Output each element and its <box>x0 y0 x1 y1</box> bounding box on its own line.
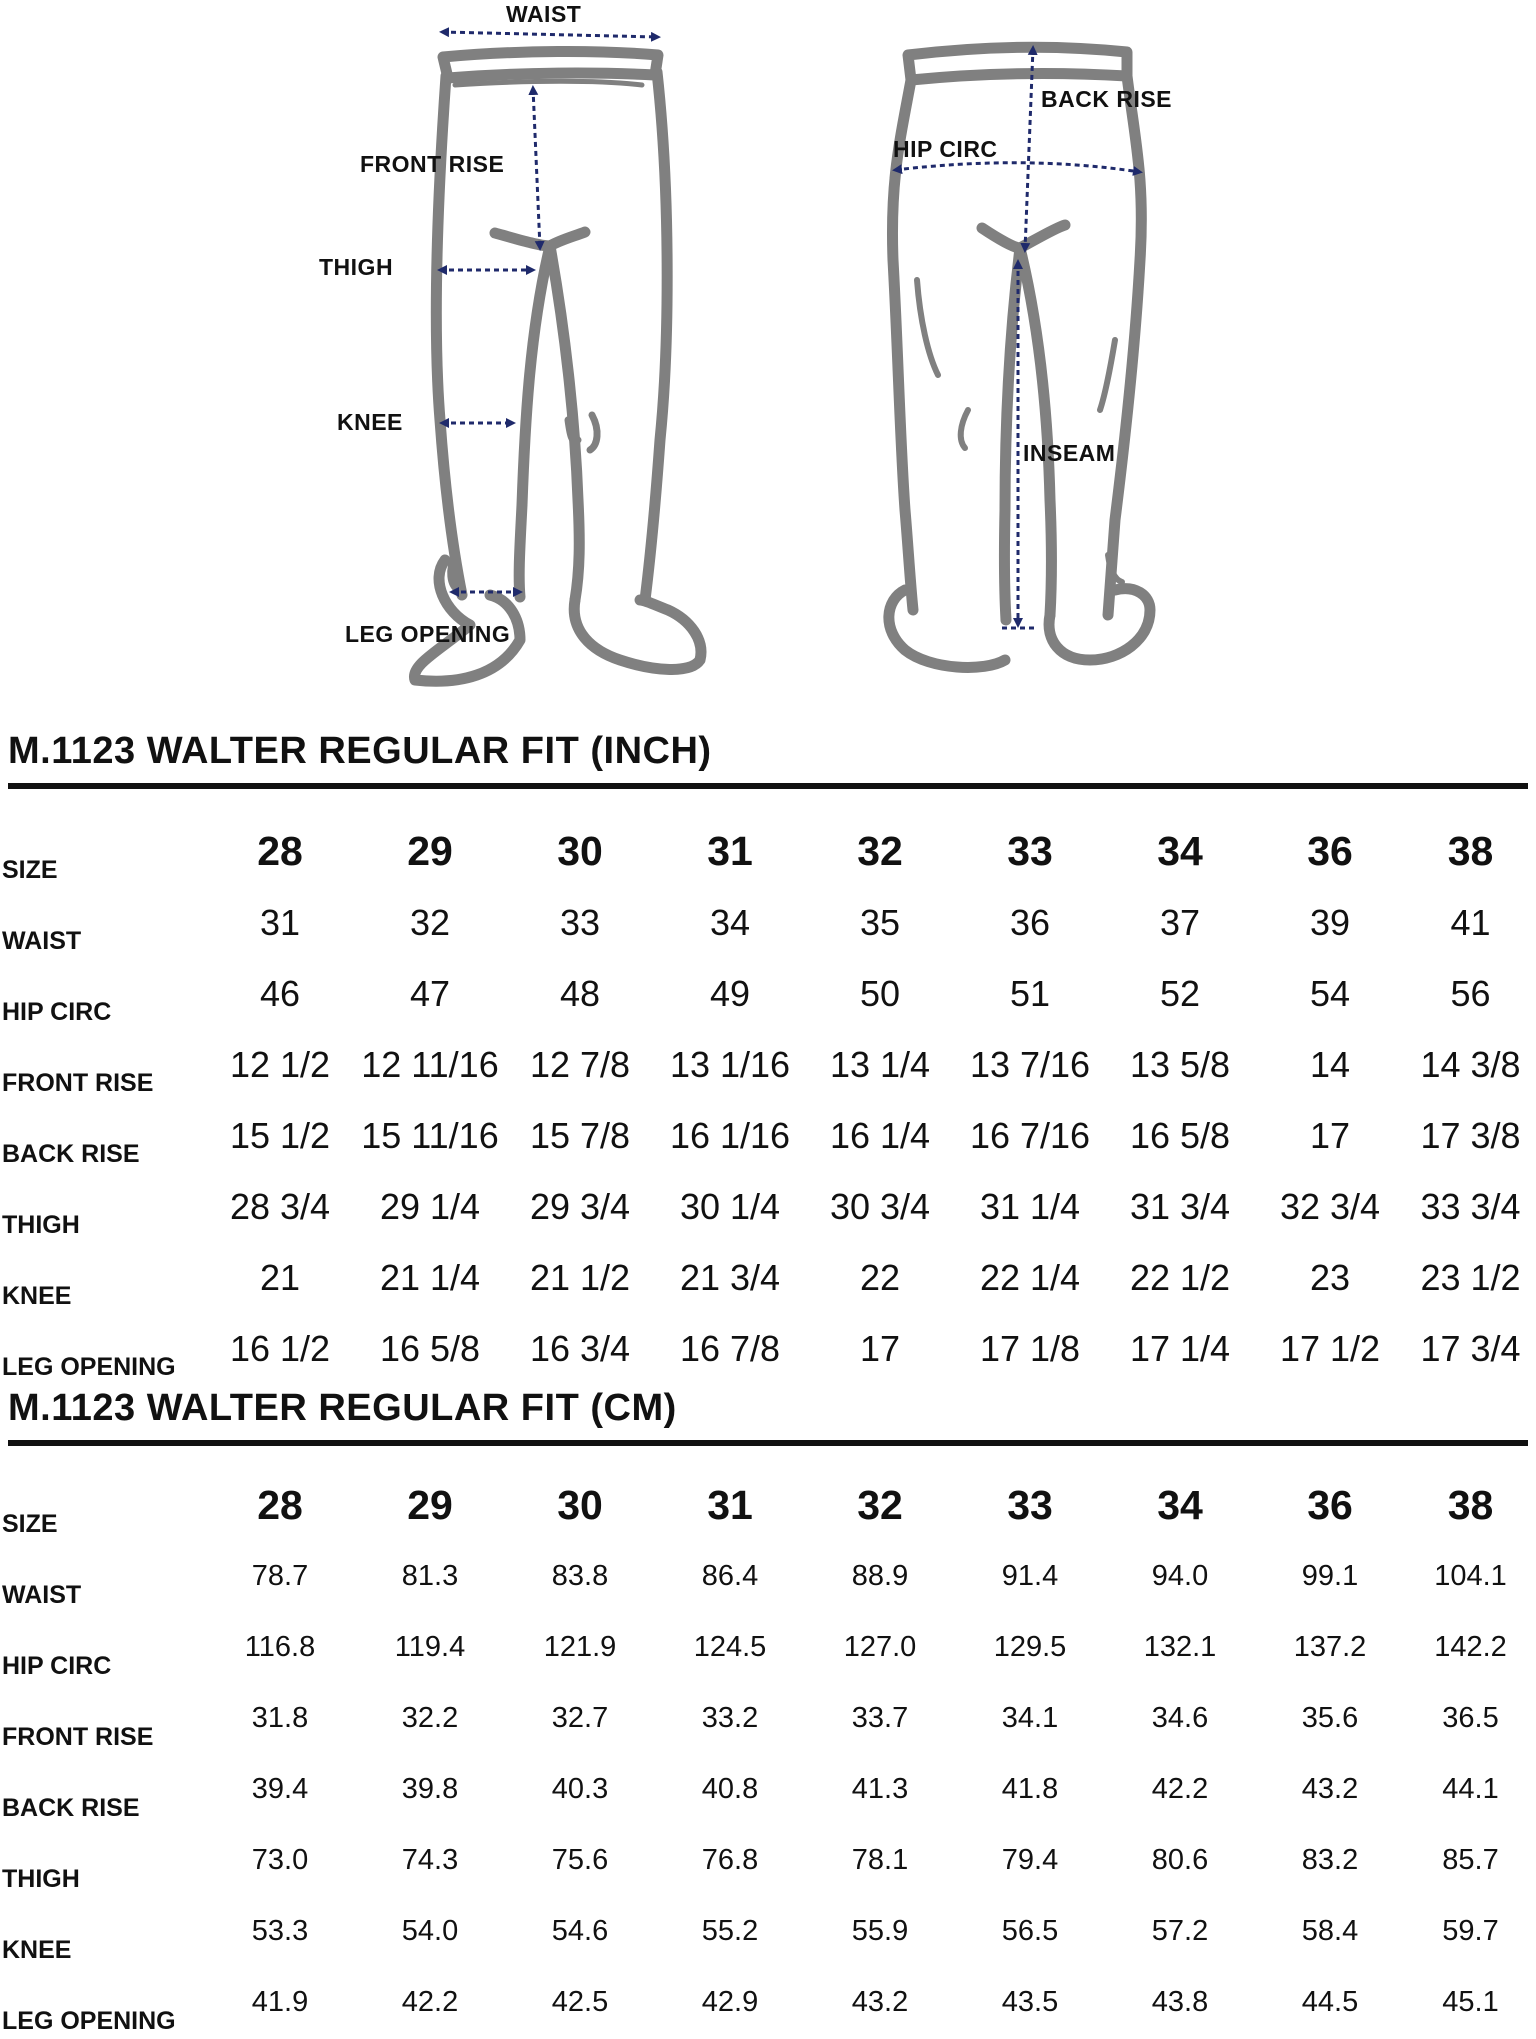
inch-title-rule <box>8 783 1528 789</box>
table-cell: 35.6 <box>1301 1702 1359 1734</box>
table-cell: 74.3 <box>401 1844 459 1876</box>
inseam-label: INSEAM <box>1023 440 1116 466</box>
table-cell: 16 7/16 <box>969 1114 1091 1156</box>
table-cell: 37 <box>1159 901 1201 943</box>
front-rise-label: FRONT RISE <box>360 151 505 177</box>
size-header-row <box>0 816 1536 887</box>
table-cell: 44.1 <box>1442 1773 1499 1805</box>
table-row <box>0 1754 1536 1825</box>
table-cell: 36.5 <box>1442 1702 1499 1734</box>
table-cell: 31 <box>259 901 301 943</box>
row-label: FRONT RISE <box>2 1069 154 1097</box>
table-cell: 56 <box>1450 972 1491 1014</box>
table-row <box>0 958 1536 1029</box>
knee-label: KNEE <box>337 409 403 435</box>
table-row <box>0 1100 1536 1171</box>
table-cell: 17 <box>859 1327 901 1369</box>
table-cell: 16 5/8 <box>1129 1114 1231 1156</box>
size-cell: 36 <box>1307 1482 1353 1528</box>
table-cell: 31 3/4 <box>1129 1185 1231 1227</box>
table-cell: 13 7/16 <box>969 1043 1091 1085</box>
leg-opening-label: LEG OPENING <box>345 621 511 647</box>
table-cell: 42.2 <box>401 1986 459 2018</box>
table-cell: 49 <box>709 972 751 1014</box>
row-label: LEG OPENING <box>2 2007 176 2035</box>
table-cell: 94.0 <box>1151 1560 1209 1592</box>
table-cell: 91.4 <box>1001 1560 1059 1592</box>
table-cell: 41.9 <box>251 1986 309 2018</box>
table-cell: 34.1 <box>1001 1702 1059 1734</box>
table-cell: 50 <box>859 972 901 1014</box>
table-cell: 21 3/4 <box>679 1256 781 1298</box>
table-cell: 47 <box>409 972 451 1014</box>
pants-measurement-diagram <box>0 0 1536 700</box>
table-cell: 12 7/8 <box>529 1043 631 1085</box>
table-row <box>0 1313 1536 1384</box>
table-cell: 48 <box>559 972 601 1014</box>
table-cell: 78.7 <box>251 1560 309 1592</box>
waist-label: WAIST <box>506 1 582 27</box>
table-cell: 16 3/4 <box>529 1327 631 1369</box>
table-cell: 127.0 <box>843 1631 917 1663</box>
table-cell: 51 <box>1009 972 1051 1014</box>
table-cell: 22 1/4 <box>979 1256 1081 1298</box>
size-cell: 29 <box>407 1482 453 1528</box>
table-cell: 31.8 <box>251 1702 309 1734</box>
table-cell: 104.1 <box>1434 1560 1507 1592</box>
table-cell: 121.9 <box>543 1631 617 1663</box>
table-cell: 56.5 <box>1001 1915 1059 1947</box>
table-cell: 41 <box>1450 901 1491 943</box>
size-cell: 30 <box>557 1482 603 1528</box>
table-row <box>0 1541 1536 1612</box>
row-label: BACK RISE <box>2 1140 140 1168</box>
table-cell: 42.9 <box>701 1986 759 2018</box>
size-cell: 31 <box>707 828 753 874</box>
table-cell: 78.1 <box>851 1844 909 1876</box>
table-cell: 44.5 <box>1301 1986 1359 2018</box>
table-cell: 119.4 <box>394 1631 466 1663</box>
table-cell: 58.4 <box>1301 1915 1359 1947</box>
table-cell: 43.5 <box>1001 1986 1059 2018</box>
size-cell: 33 <box>1007 828 1053 874</box>
table-cell: 45.1 <box>1442 1986 1499 2018</box>
cm-measurements-table <box>0 1470 1536 2038</box>
row-label: KNEE <box>2 1282 72 1310</box>
thigh-label: THIGH <box>319 254 394 280</box>
table-cell: 42.2 <box>1151 1773 1209 1805</box>
table-cell: 35 <box>859 901 901 943</box>
table-cell: 30 1/4 <box>679 1185 781 1227</box>
hip-circ-label: HIP CIRC <box>893 136 998 162</box>
table-cell: 17 1/4 <box>1129 1327 1231 1369</box>
table-cell: 124.5 <box>693 1631 767 1663</box>
table-cell: 86.4 <box>701 1560 759 1592</box>
table-cell: 54.6 <box>551 1915 609 1947</box>
table-cell: 13 1/16 <box>669 1043 791 1085</box>
table-cell: 17 1/8 <box>979 1327 1081 1369</box>
table-cell: 55.2 <box>701 1915 759 1947</box>
back-rise-label: BACK RISE <box>1041 86 1173 112</box>
table-cell: 32 3/4 <box>1279 1185 1381 1227</box>
table-cell: 57.2 <box>1151 1915 1209 1947</box>
row-label: LEG OPENING <box>2 1353 176 1381</box>
table-cell: 12 11/16 <box>361 1043 499 1085</box>
table-cell: 17 3/4 <box>1420 1327 1521 1369</box>
table-cell: 132.1 <box>1143 1631 1217 1663</box>
size-cell: 28 <box>257 828 303 874</box>
table-row <box>0 1242 1536 1313</box>
table-cell: 28 3/4 <box>229 1185 331 1227</box>
table-cell: 39 <box>1309 901 1351 943</box>
table-cell: 33.7 <box>851 1702 909 1734</box>
table-row <box>0 1825 1536 1896</box>
table-cell: 39.4 <box>251 1773 309 1805</box>
table-cell: 17 1/2 <box>1279 1327 1381 1369</box>
row-label: HIP CIRC <box>2 998 112 1026</box>
table-cell: 30 3/4 <box>829 1185 931 1227</box>
row-label: BACK RISE <box>2 1794 140 1822</box>
table-cell: 73.0 <box>251 1844 309 1876</box>
table-cell: 34.6 <box>1151 1702 1209 1734</box>
size-cell: 32 <box>857 828 903 874</box>
table-cell: 137.2 <box>1293 1631 1367 1663</box>
table-cell: 42.5 <box>551 1986 609 2018</box>
size-cell: 38 <box>1447 1482 1494 1528</box>
table-cell: 55.9 <box>851 1915 909 1947</box>
table-cell: 41.8 <box>1001 1773 1059 1805</box>
table-cell: 21 1/4 <box>379 1256 481 1298</box>
table-cell: 116.8 <box>244 1631 316 1663</box>
table-cell: 33.2 <box>701 1702 759 1734</box>
table-row <box>0 1896 1536 1967</box>
table-cell: 16 1/16 <box>669 1114 791 1156</box>
row-label: WAIST <box>2 1581 82 1609</box>
row-label: KNEE <box>2 1936 72 1964</box>
table-cell: 13 1/4 <box>829 1043 931 1085</box>
inch-table-title: M.1123 WALTER REGULAR FIT (INCH) <box>8 730 712 772</box>
table-cell: 31 1/4 <box>979 1185 1081 1227</box>
table-cell: 41.3 <box>851 1773 909 1805</box>
table-cell: 34 <box>709 901 751 943</box>
size-cell: 38 <box>1447 828 1494 874</box>
table-cell: 36 <box>1009 901 1051 943</box>
table-cell: 23 <box>1309 1256 1351 1298</box>
table-cell: 142.2 <box>1434 1631 1507 1663</box>
table-cell: 14 <box>1309 1043 1351 1085</box>
row-label: SIZE <box>2 1510 58 1538</box>
size-cell: 28 <box>257 1482 303 1528</box>
table-cell: 40.3 <box>551 1773 609 1805</box>
table-cell: 80.6 <box>1151 1844 1209 1876</box>
inch-measurements-table <box>0 816 1536 1384</box>
table-cell: 23 1/2 <box>1420 1256 1521 1298</box>
table-cell: 15 7/8 <box>529 1114 631 1156</box>
table-cell: 22 1/2 <box>1129 1256 1231 1298</box>
table-cell: 85.7 <box>1442 1844 1499 1876</box>
table-cell: 43.2 <box>1301 1773 1359 1805</box>
size-cell: 32 <box>857 1482 903 1528</box>
table-cell: 22 <box>859 1256 901 1298</box>
table-cell: 88.9 <box>851 1560 909 1592</box>
size-header-row <box>0 1470 1536 1541</box>
row-label: WAIST <box>2 927 82 955</box>
table-cell: 15 11/16 <box>361 1114 499 1156</box>
row-label: FRONT RISE <box>2 1723 154 1751</box>
table-cell: 39.8 <box>401 1773 459 1805</box>
table-cell: 29 3/4 <box>529 1185 631 1227</box>
table-cell: 16 7/8 <box>679 1327 781 1369</box>
table-cell: 43.2 <box>851 1986 909 2018</box>
table-cell: 14 3/8 <box>1420 1043 1521 1085</box>
table-cell: 16 1/2 <box>229 1327 331 1369</box>
table-cell: 15 1/2 <box>229 1114 331 1156</box>
table-cell: 83.8 <box>551 1560 609 1592</box>
row-label: HIP CIRC <box>2 1652 112 1680</box>
table-row <box>0 1171 1536 1242</box>
table-cell: 81.3 <box>401 1560 459 1592</box>
size-cell: 30 <box>557 828 603 874</box>
table-cell: 33 <box>559 901 601 943</box>
table-cell: 54 <box>1309 972 1351 1014</box>
table-cell: 17 <box>1309 1114 1351 1156</box>
row-label: THIGH <box>2 1211 80 1239</box>
table-row <box>0 1683 1536 1754</box>
table-cell: 75.6 <box>551 1844 609 1876</box>
table-cell: 59.7 <box>1442 1915 1499 1947</box>
table-cell: 83.2 <box>1301 1844 1359 1876</box>
table-cell: 53.3 <box>251 1915 309 1947</box>
front-pants-illustration <box>414 51 701 681</box>
table-cell: 46 <box>259 972 301 1014</box>
table-cell: 129.5 <box>993 1631 1067 1663</box>
table-cell: 16 1/4 <box>829 1114 931 1156</box>
table-row <box>0 1029 1536 1100</box>
table-cell: 32 <box>409 901 451 943</box>
table-cell: 16 5/8 <box>379 1327 481 1369</box>
size-cell: 31 <box>707 1482 753 1528</box>
table-cell: 54.0 <box>401 1915 459 1947</box>
size-cell: 33 <box>1007 1482 1053 1528</box>
size-cell: 34 <box>1157 828 1203 874</box>
cm-table-title: M.1123 WALTER REGULAR FIT (CM) <box>8 1387 677 1429</box>
table-cell: 21 <box>259 1256 301 1298</box>
table-cell: 17 3/8 <box>1420 1114 1521 1156</box>
table-cell: 79.4 <box>1001 1844 1059 1876</box>
table-cell: 12 1/2 <box>229 1043 331 1085</box>
table-cell: 40.8 <box>701 1773 759 1805</box>
table-row <box>0 1967 1536 2038</box>
size-cell: 34 <box>1157 1482 1203 1528</box>
table-row <box>0 1612 1536 1683</box>
cm-title-rule <box>8 1440 1528 1446</box>
table-cell: 52 <box>1159 972 1201 1014</box>
table-cell: 29 1/4 <box>379 1185 481 1227</box>
row-label: SIZE <box>2 856 58 884</box>
table-row <box>0 887 1536 958</box>
table-cell: 99.1 <box>1301 1560 1359 1592</box>
table-cell: 76.8 <box>701 1844 759 1876</box>
table-cell: 33 3/4 <box>1420 1185 1521 1227</box>
table-cell: 32.2 <box>401 1702 459 1734</box>
size-cell: 29 <box>407 828 453 874</box>
size-cell: 36 <box>1307 828 1353 874</box>
table-cell: 32.7 <box>551 1702 609 1734</box>
row-label: THIGH <box>2 1865 80 1893</box>
table-cell: 21 1/2 <box>529 1256 631 1298</box>
table-cell: 13 5/8 <box>1129 1043 1231 1085</box>
table-cell: 43.8 <box>1151 1986 1209 2018</box>
